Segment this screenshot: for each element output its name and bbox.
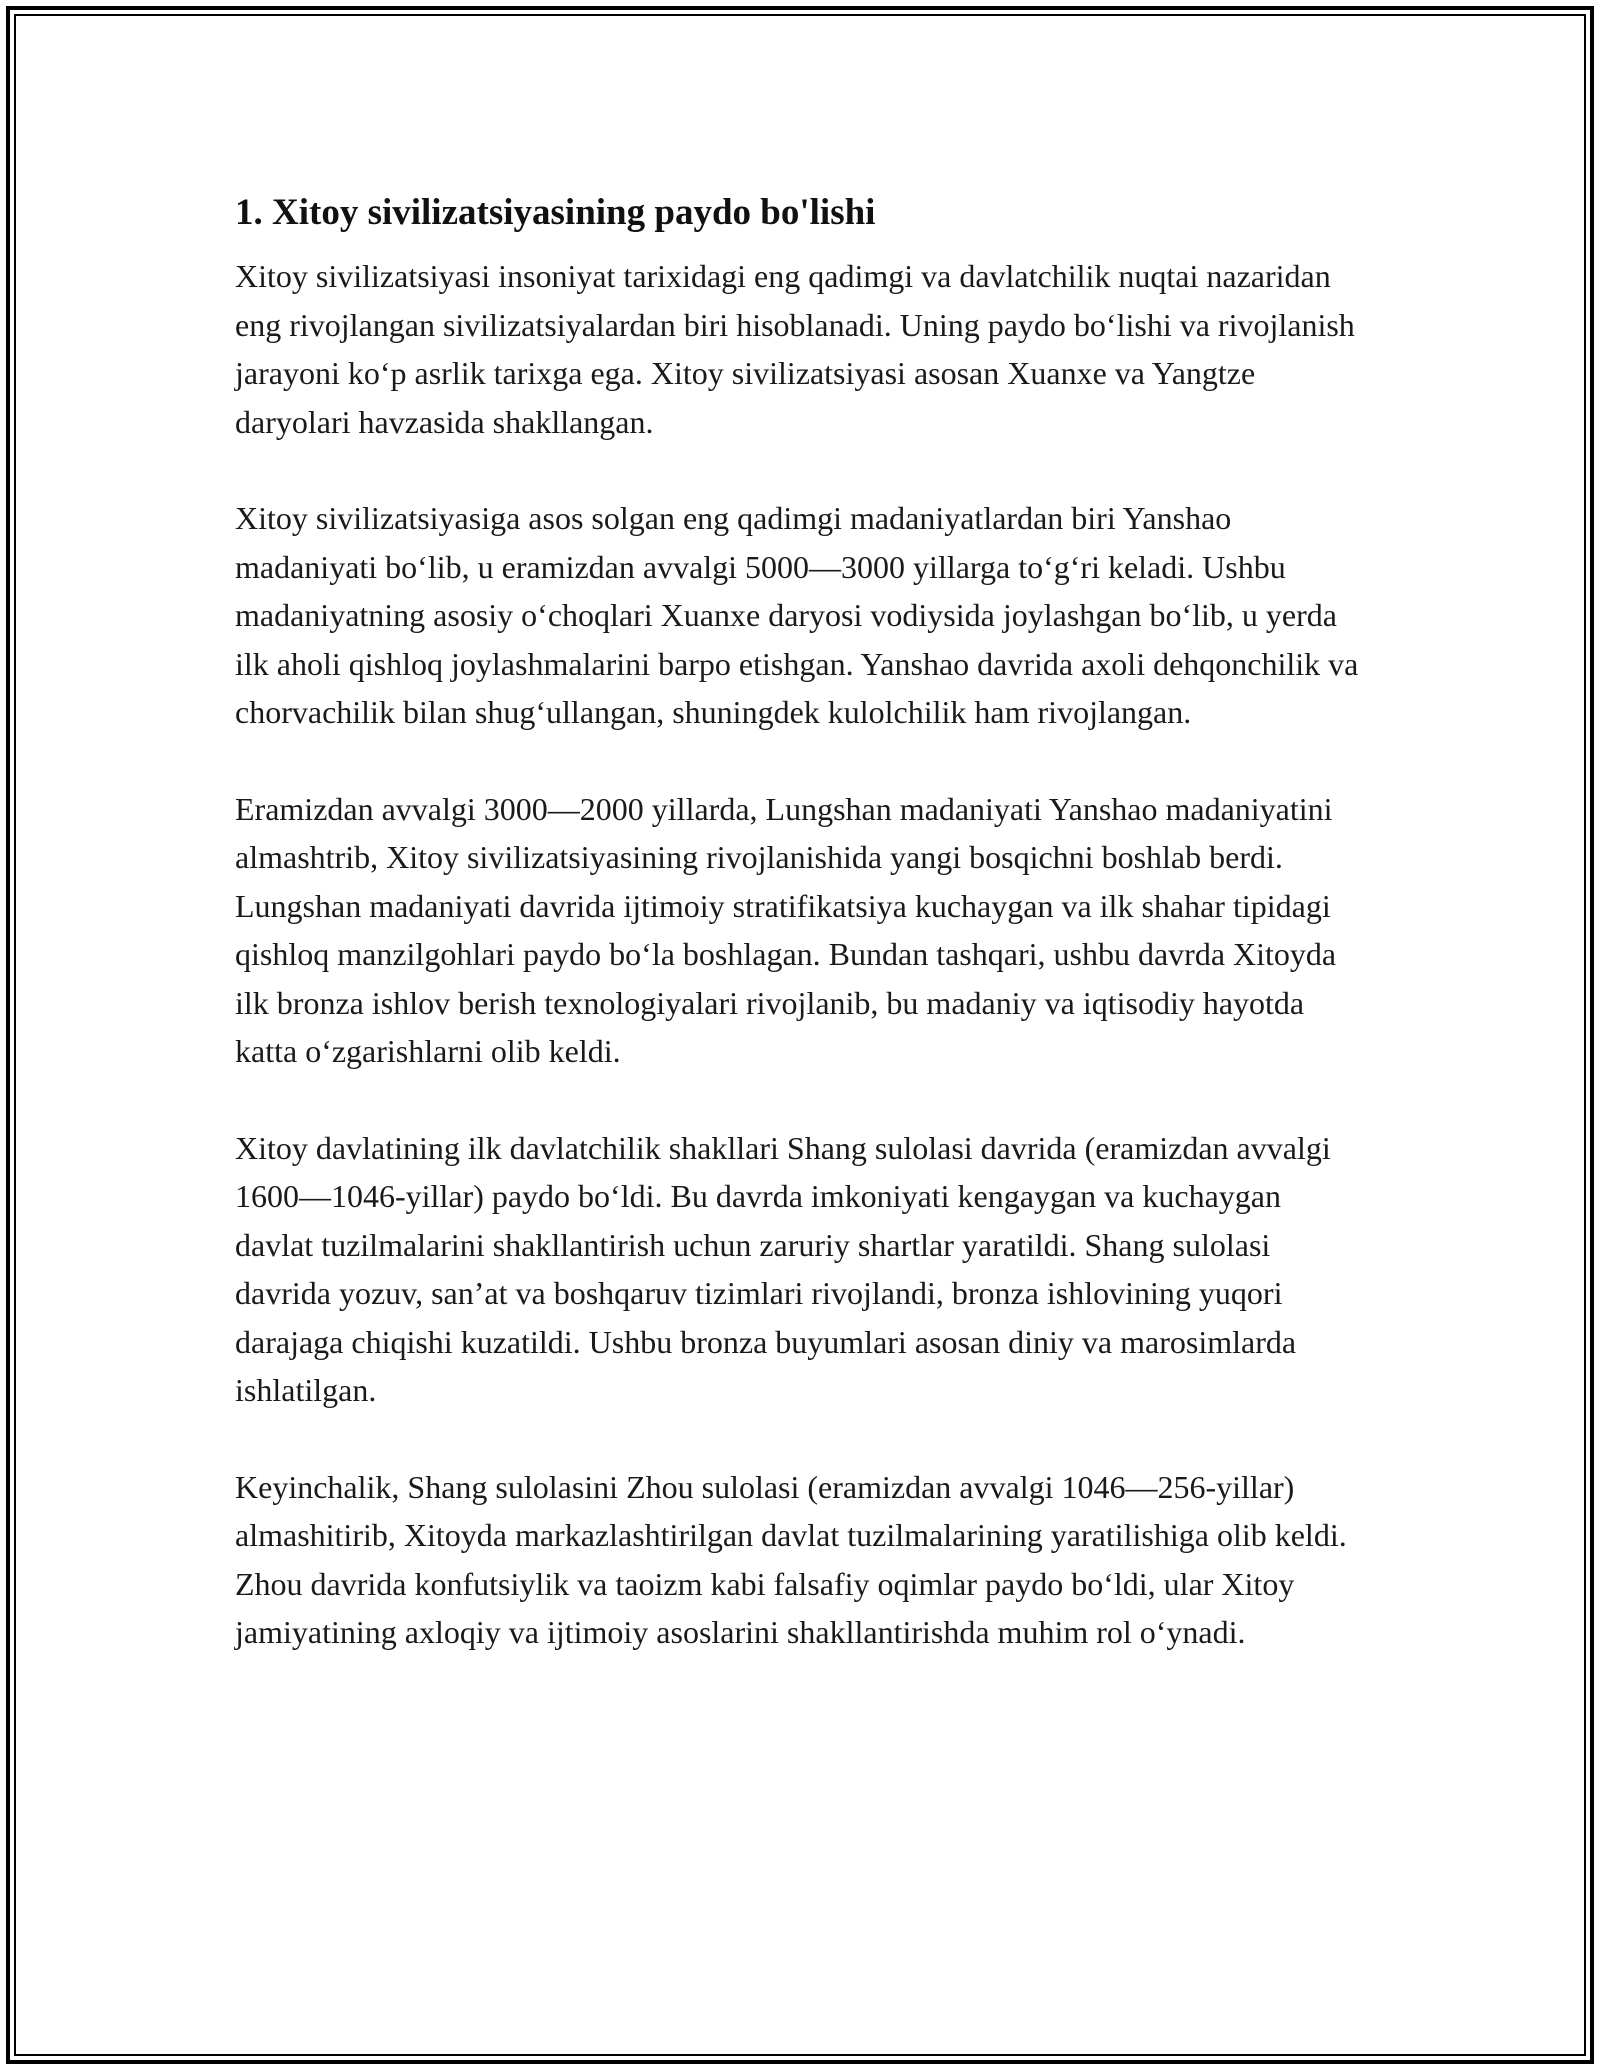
paragraph-intro: Xitoy sivilizatsiyasi insoniyat tarixidagi eng qadimgi va davlatchilik nuqtai nazaridan eng rivojlangan sivilizatsiyalardan biri hisoblanadi. Uning paydo bo‘lishi va rivojlanish jarayoni ko‘p asrlik tarixga ega. Xitoy sivilizatsiyasi asosan Xuanxe va Yangtze daryolari havzasida shakllangan. — [235, 258, 1355, 440]
document-body — [235, 188, 1365, 1705]
paragraph-lungshan: Eramizdan avvalgi 3000—2000 yillarda, Lungshan madaniyati Yanshao madaniyatini almashtrib, Xitoy sivilizatsiyasining rivojlanishida yangi bosqichni boshlab berdi. Lungshan madaniyati davrida ijtimoiy stratifikatsiya kuchaygan va ilk shahar tipidagi qishloq manzilgohlari paydo bo‘la boshlagan. Bundan tashqari, ushbu davrda Xitoyda ilk bronza ishlov berish texnologiyalari rivojlanib, bu madaniy va iqtisodiy hayotda katta o‘zgarishlarni olib keldi. — [235, 790, 1337, 1069]
paragraph-yanshao: Xitoy sivilizatsiyasiga asos solgan eng qadimgi madaniyatlardan biri Yanshao madaniyati bo‘lib, u eramizdan avvalgi 5000—3000 yillarga to‘g‘ri keladi. Ushbu madaniyatning asosiy o‘choqlari Xuanxe daryosi vodiysida joylashgan bo‘lib, u yerda ilk aholi qishloq joylashmalarini barpo etishgan. Yanshao davrida axoli dehqonchilik va chorvachilik bilan shug‘ullangan, shuningdek kulolchilik ham rivojlangan. — [235, 500, 1359, 730]
paragraph-shang: Xitoy davlatining ilk davlatchilik shakllari Shang sulolasi davrida (eramizdan avvalgi 1600—1046-yillar) paydo bo‘ldi. Bu davrda imkoniyati kengaygan va kuchaygan davlat tuzilmalarini shakllantirish uchun zaruriy shartlar yaratildi. Shang sulolasi davrida yozuv, san’at va boshqaruv tizimlari rivojlandi, bronza ishlovining yuqori darajaga chiqishi kuzatildi. Ushbu bronza buyumlari asosan diniy va marosimlarda ishlatilgan. — [235, 1129, 1331, 1408]
section-heading: 1. Xitoy sivilizatsiyasining paydo bo'lishi — [235, 192, 876, 233]
paragraph-zhou: Keyinchalik, Shang sulolasini Zhou sulolasi (eramizdan avvalgi 1046—256-yillar) almashitirib, Xitoyda markazlashtirilgan davlat tuzilmalarining yaratilishiga olib keldi. Zhou davrida konfutsiylik va taoizm kabi falsafiy oqimlar paydo bo‘ldi, ular Xitoy jamiyatining axloqiy va ijtimoiy asoslarini shakllantirishda muhim rol o‘ynadi. — [235, 1468, 1347, 1650]
